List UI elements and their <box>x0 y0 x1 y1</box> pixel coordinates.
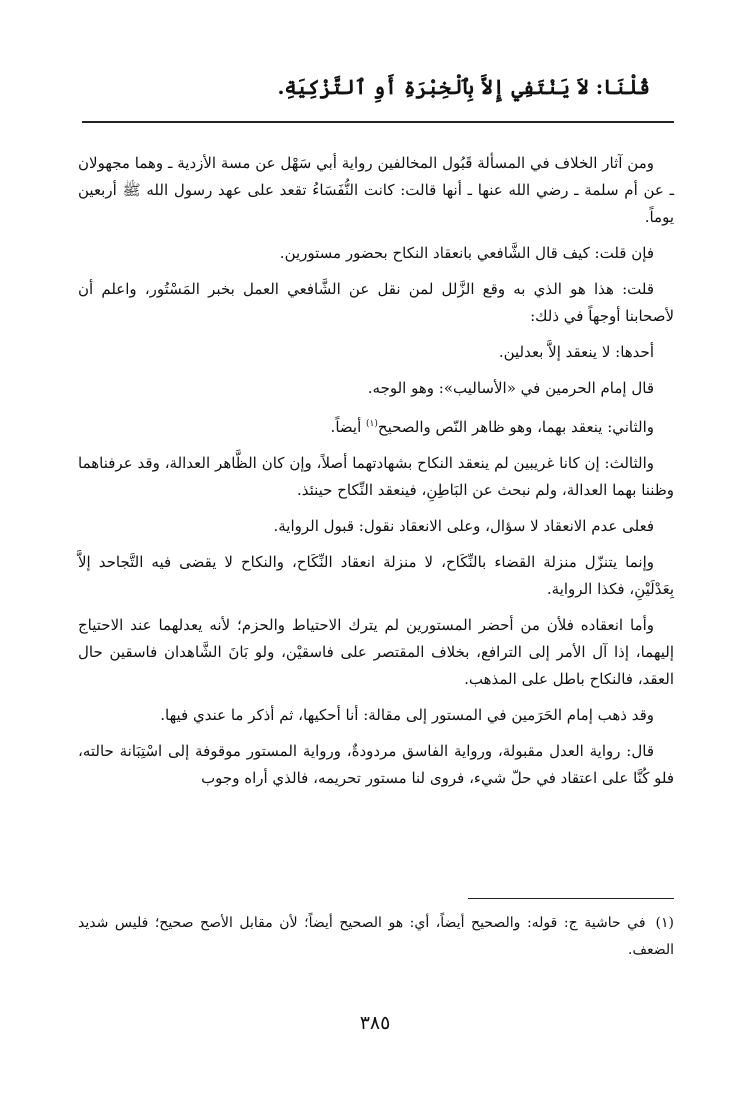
paragraph-imam-haramain: قال إمام الحرمين في «الأساليب»: وهو الوجه. <box>367 379 654 397</box>
footnote-divider <box>468 898 674 899</box>
paragraph-answer: قلت: هذا هو الذي به وقع الزَّلل لمن نقل عن الشَّافعي العمل بخبر المَسْتُور، واعلم أن لأصحابنا أوجهاً في ذلك: <box>78 280 674 325</box>
page-number: ٣٨٥ <box>359 1012 391 1034</box>
footnote-text: في حاشية ج: قوله: والصحيح أيضاً، أي: هو الصحيح أيضاً؛ لأن مقابل الأصح صحيح؛ فليس شديد الضعف. <box>78 915 674 958</box>
second-opinion-text: والثاني: ينعقد بهما، وهو ظاهر النّص والصحيح <box>377 418 654 436</box>
paragraph-second-opinion <box>78 411 674 441</box>
paragraph-non-conclusion: فعلى عدم الانعقاد لا سؤال، وعلى الانعقاد نقول: قبول الرواية. <box>273 517 654 535</box>
paragraph-athar: ومن آثار الخلاف في المسألة قَبُول المخالفين رواية أبي سَهْل عن مسة الأزدية ـ وهما مجهولان ـ عن أم سلمة ـ رضي الله عنها ـ أنها قالت: كانت النُّفَسَاءُ تقعد على عهد رسول الله ﷺ أربعين يوماً. <box>78 154 674 226</box>
paragraph-narration: قال: رواية العدل مقبولة، ورواية الفاسق مردودةٌ، ورواية المستور موقوفة إلى اسْتِبَانة حالته، فلو كُنَّا على اعتقاد في حلّ شيء، فروى لنا مستور تحريمه، فالذي أراه وجوب <box>78 742 674 787</box>
main-text <box>78 150 674 792</box>
paragraph-first-opinion: أحدها: لا ينعقد إلاَّ بعدلين. <box>498 343 654 361</box>
second-opinion-end: أيضاً. <box>330 418 367 436</box>
paragraph-conclusion: وأما انعقاده فلأن من أحضر المستورين لم يترك الاحتياط والحزم؛ لأنه يعدلهما عند الاحتياج إليهما، إذا آل الأمر إلى الترافع، بخلاف المقتصر على فاسقيْن، ولو بَانَ الشَّاهدان فاسقين حال العقد، فالنكاح باطل على المذهب. <box>78 616 674 688</box>
footnote-reference[interactable]: (١) <box>366 419 378 429</box>
header-divider <box>82 121 674 123</box>
paragraph-question: فإن قلت: كيف قال الشَّافعي بانعقاد النكاح بحضور مستورين. <box>279 244 654 262</box>
quoted-verse: قُلْنَا: لاَ يَنْتَفِي إِلاَّ بِٱلْخِبْرَةِ أَوِ ٱلتَّزْكِيَةِ. <box>277 75 650 99</box>
footnote-number: (١) <box>655 915 674 931</box>
paragraph-imam-opinion: وقد ذهب إمام الحَرَمين في المستور إلى مقالة: أنا أحكيها، ثم أذكر ما عندي فيها. <box>160 706 654 724</box>
footnote <box>78 910 674 964</box>
paragraph-marriage-ruling: وإنما يتنزّل منزلة القضاء بالنِّكَاح، لا منزلة انعقاد النِّكَاح، والنكاح لا يقضى فيه التَّجاحد إلاَّ بِعَدْلَيْنِ، فكذا الرواية. <box>78 553 674 598</box>
paragraph-third-opinion: والثالث: إن كانا غريبين لم ينعقد النكاح بشهادتهما أصلاً، وإن كان الظَّاهر العدالة، وقد عرفناهما وظننا بهما العدالة، ولم نبحث عن البَاطِنِ، فينعقد النِّكاح حينئذ. <box>78 454 674 499</box>
